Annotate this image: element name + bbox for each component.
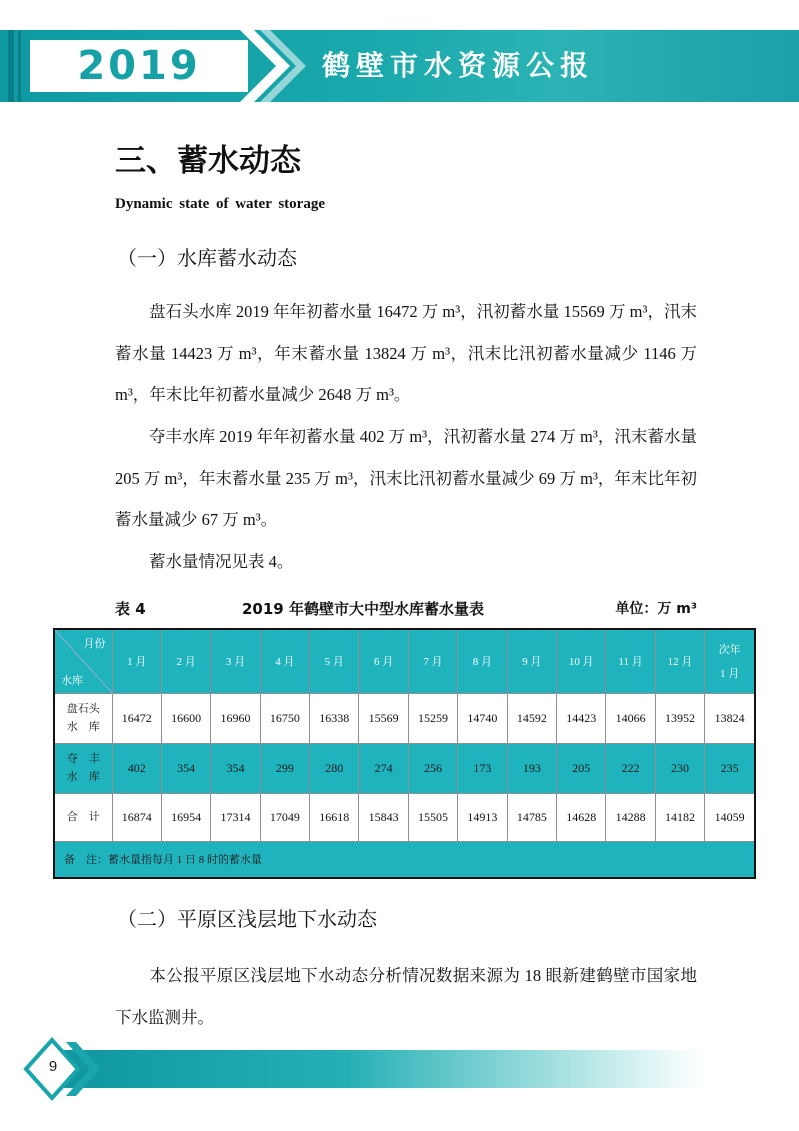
table-cell: 402 (112, 743, 161, 793)
table-number: 表 4 (115, 600, 146, 618)
table-cell: 205 (557, 743, 606, 793)
row-label-total: 合 计 (54, 793, 112, 841)
row-label-duofeng (54, 743, 112, 793)
table-cell: 14059 (705, 793, 755, 841)
table-caption (115, 598, 697, 618)
report-title: 鹤壁市水资源公报 (322, 49, 595, 82)
table-row-total (54, 793, 755, 841)
paragraph-duofeng (115, 416, 697, 541)
corner-reservoir-label: 水库 (61, 674, 83, 687)
paragraph-text: 蓄水量情况见表 4。 (149, 552, 294, 571)
paragraph-text: 本公报平原区浅层地下水动态分析情况数据来源为 18 眼新建鹤壁市国家地下水监测井。 (115, 966, 697, 1027)
month-header: 7 月 (408, 629, 457, 693)
table-row (54, 743, 755, 793)
table-cell: 14740 (458, 693, 507, 743)
table-cell: 354 (211, 743, 260, 793)
table-cell: 15259 (408, 693, 457, 743)
table-cell: 15505 (408, 793, 457, 841)
month-header: 8 月 (458, 629, 507, 693)
table-cell: 230 (655, 743, 704, 793)
table-cell: 235 (705, 743, 755, 793)
row-label-line1: 夺 丰 (66, 753, 100, 765)
table-cell: 17049 (260, 793, 309, 841)
month-header: 6 月 (359, 629, 408, 693)
table-cell: 16954 (161, 793, 210, 841)
paragraph-text: 夺丰水库 2019 年年初蓄水量 402 万 m³，汛初蓄水量 274 万 m³，汛末蓄水量 205 万 m³，年末蓄水量 235 万 m³，汛末比汛初蓄水量减少 69 万 m³，年末比年初蓄水量减少 67 万 m³。 (115, 427, 697, 529)
table-cell: 14288 (606, 793, 655, 841)
table-cell: 222 (606, 743, 655, 793)
paragraph-table-ref (115, 541, 697, 583)
next-year-line2: 1 月 (719, 668, 740, 681)
month-header: 2 月 (161, 629, 210, 693)
table-cell: 17314 (211, 793, 260, 841)
table-cell: 14182 (655, 793, 704, 841)
page-number: 9 (48, 1058, 58, 1075)
next-year-line1: 次年 (718, 644, 741, 657)
year-box (30, 40, 248, 92)
subsection-title-reservoir: （一）水库蓄水动态 (117, 246, 297, 270)
table-cell: 16472 (112, 693, 161, 743)
month-header: 5 月 (310, 629, 359, 693)
table-corner-cell (54, 629, 112, 693)
table-cell: 280 (310, 743, 359, 793)
table-header-row (54, 629, 755, 693)
table-note: 备 注：蓄水量指每月 1 日 8 时的蓄水量 (54, 841, 755, 878)
chevron-right-icon (240, 30, 310, 102)
month-header: 9 月 (507, 629, 556, 693)
row-label-panshitou (54, 693, 112, 743)
table-cell: 173 (458, 743, 507, 793)
table-cell: 15843 (359, 793, 408, 841)
section-title: 三、蓄水动态 (115, 143, 301, 179)
table-cell: 16960 (211, 693, 260, 743)
header-stripe (18, 30, 21, 102)
table-cell: 13952 (655, 693, 704, 743)
table-cell: 16338 (310, 693, 359, 743)
month-header: 10 月 (557, 629, 606, 693)
corner-month-label: 月份 (83, 638, 106, 650)
table-unit: 单位：万 m³ (615, 601, 697, 617)
table-note-row (54, 841, 755, 878)
subsection-title-groundwater: （二）平原区浅层地下水动态 (117, 907, 377, 931)
table-cell: 354 (161, 743, 210, 793)
section-subtitle-en: Dynamic state of water storage (115, 196, 325, 212)
header-stripe (8, 30, 14, 102)
month-header-next-year (705, 629, 755, 693)
table-cell: 256 (408, 743, 457, 793)
table-cell: 16874 (112, 793, 161, 841)
header-band (0, 30, 799, 102)
paragraph-groundwater (115, 955, 697, 1038)
paragraph-text: 盘石头水库 2019 年年初蓄水量 16472 万 m³，汛初蓄水量 15569 万 m³，汛末蓄水量 14423 万 m³，年末蓄水量 13824 万 m³，汛末比汛初蓄水量减少 1146 万 m³，年末比年初蓄水量减少 2648 万 m³。 (115, 302, 697, 404)
row-label-line2: 水 库 (66, 771, 100, 783)
table-row (54, 693, 755, 743)
footer-band (60, 1050, 702, 1088)
month-header: 12 月 (655, 629, 704, 693)
table-cell: 14066 (606, 693, 655, 743)
table-cell: 16618 (310, 793, 359, 841)
month-header: 11 月 (606, 629, 655, 693)
table-cell: 14423 (557, 693, 606, 743)
table-name: 2019 年鹤壁市大中型水库蓄水量表 (242, 600, 484, 618)
table-cell: 16750 (260, 693, 309, 743)
report-year: 2019 (77, 43, 201, 89)
table-cell: 13824 (705, 693, 755, 743)
table-cell: 14913 (458, 793, 507, 841)
month-header: 4 月 (260, 629, 309, 693)
table-cell: 14592 (507, 693, 556, 743)
row-label-line2: 水 库 (66, 721, 100, 733)
table-cell: 193 (507, 743, 556, 793)
reservoir-storage-table (53, 628, 756, 879)
table-cell: 14785 (507, 793, 556, 841)
month-header: 3 月 (211, 629, 260, 693)
table-cell: 16600 (161, 693, 210, 743)
paragraph-panshitou (115, 291, 697, 416)
table-cell: 14628 (557, 793, 606, 841)
row-label-line1: 盘石头 (66, 703, 100, 715)
table-cell: 15569 (359, 693, 408, 743)
month-header: 1 月 (112, 629, 161, 693)
table-cell: 299 (260, 743, 309, 793)
table-cell: 274 (359, 743, 408, 793)
